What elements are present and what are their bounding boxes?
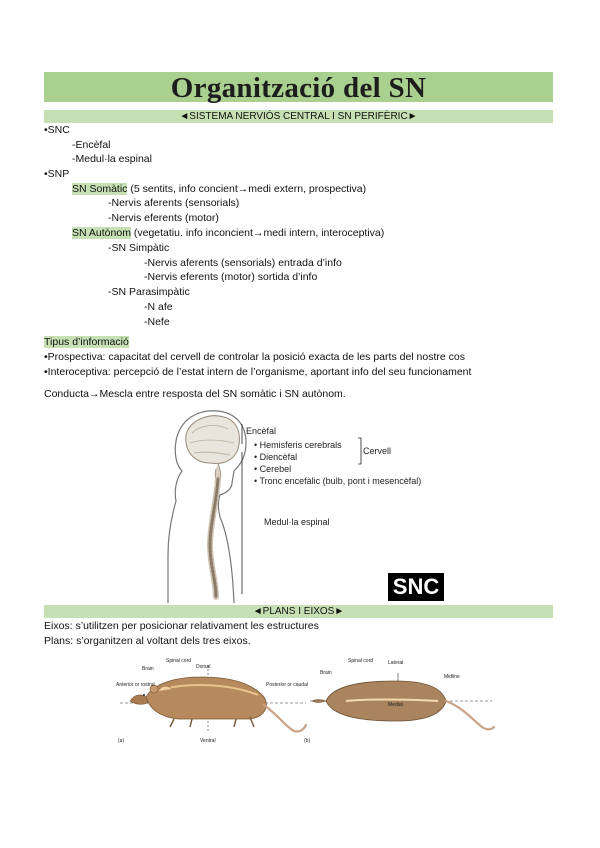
tipus-heading <box>44 336 129 349</box>
label-diencefal: • Diencèfal <box>254 452 298 462</box>
label-midline: Midline <box>444 674 460 680</box>
somatic-eferents: -Nervis eferents (motor) <box>108 212 219 224</box>
title-bar <box>44 72 553 102</box>
label-tronc: • Tronc encefàlic (bulb, pont i mesencèfal) <box>254 476 422 486</box>
label-hemisferis: • Hemisferis cerebrals <box>254 440 342 450</box>
section-header-plans-eixos: ◄PLANS I EIXOS► <box>44 605 553 618</box>
label-brain-b: Brain <box>320 670 332 676</box>
label-spinal-cord-a: Spinal cord <box>166 658 192 664</box>
label-cerebel: • Cerebel <box>254 464 292 474</box>
page-title: Organització del SN <box>170 72 427 104</box>
section-header-snc-snp: ◄SISTEMA NERVIÓS CENTRAL I SN PERIFÈRIC► <box>44 110 553 123</box>
label-encefal: Encèfal <box>246 426 277 436</box>
label-brain-a: Brain <box>142 666 154 672</box>
item-n-afe: -N afe <box>144 301 173 313</box>
plans-text: Plans: s’organitzen al voltant dels tres eixos. <box>44 635 251 647</box>
label-lateral: Lateral <box>388 660 404 666</box>
somatic-desc: (5 sentits, info concient→medi extern, prospectiva) <box>127 183 367 195</box>
label-a: (a) <box>118 738 125 744</box>
item-medula: -Medul·la espinal <box>72 153 152 165</box>
label-ventral: Ventral <box>200 738 216 744</box>
somatic-label: SN Somàtic <box>72 183 128 195</box>
item-parasimpatic: -SN Parasimpàtic <box>108 286 190 298</box>
interoceptiva-text: •Interoceptiva: percepció de l’estat intern de l’organisme, aportant info del seu funcionament <box>44 366 472 378</box>
simpatic-aferents: -Nervis aferents (sensorials) entrada d’info <box>144 257 342 269</box>
label-cervell: Cervell <box>363 446 392 456</box>
rat-dorsal-illustration <box>306 655 496 745</box>
autonom-desc: (vegetatiu. info inconcient→medi intern, interoceptiva) <box>130 227 385 239</box>
label-medula: Medul·la espinal <box>264 517 330 527</box>
label-b: (b) <box>304 738 311 744</box>
tipus-label: Tipus d’informació <box>44 336 129 348</box>
line-autonom <box>72 227 384 240</box>
item-encefal: -Encèfal <box>72 139 111 151</box>
label-posterior: Posterior or caudal <box>266 682 308 688</box>
label-dorsal: Dorsal <box>196 664 211 670</box>
item-simpatic: -SN Simpàtic <box>108 242 170 254</box>
simpatic-eferents: -Nervis eferents (motor) sortida d’info <box>144 271 318 283</box>
bullet-snp: •SNP <box>44 168 70 180</box>
line-somatic <box>72 183 366 196</box>
eixos-text: Eixos: s’utilitzen per posicionar relativament les estructures <box>44 620 319 632</box>
autonom-label: SN Autònom <box>72 227 131 239</box>
bullet-snc: •SNC <box>44 124 70 136</box>
conducta-text: Conducta→Mescla entre resposta del SN somàtic i SN autònom. <box>44 388 346 400</box>
prospectiva-text: •Prospectiva: capacitat del cervell de controlar la posició exacta de les parts del nostre cos <box>44 351 465 363</box>
somatic-aferents: -Nervis aferents (sensorials) <box>108 197 240 209</box>
label-anterior: Anterior or rostral <box>116 682 155 688</box>
label-medial: Medial <box>388 702 403 708</box>
item-nefe: -Nefe <box>144 316 170 328</box>
snc-badge: SNC <box>388 573 444 601</box>
label-spinal-cord-b: Spinal cord <box>348 658 374 664</box>
